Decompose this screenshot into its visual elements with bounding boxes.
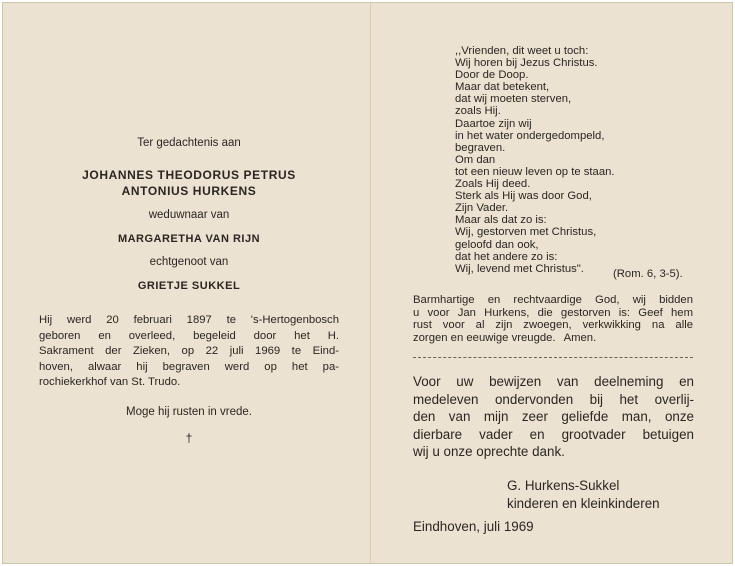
rest-in-peace-line: Moge hij rusten in vrede.: [126, 406, 252, 418]
dashed-divider: [413, 357, 693, 358]
poem-line: Sterk als Hij was door God,: [455, 190, 592, 203]
memorial-heading: Ter gedachtenis aan: [137, 137, 241, 149]
memorial-card: [2, 2, 733, 564]
poem-line: in het water ondergedompeld,: [455, 129, 605, 142]
poem-line: tot een nieuw leven op te staan.: [455, 165, 615, 178]
bio-line: geboren en overleed, begeleid door het H.: [39, 329, 339, 342]
poem-line: Wij horen bij Jezus Christus.: [455, 57, 598, 70]
prayer-line: [413, 332, 693, 345]
thanks-line: Voor uw bewijzen van deelneming en: [413, 374, 694, 389]
biography-paragraph: [39, 313, 339, 391]
bio-line: hoven, alwaar hij begraven werd op het pa-: [39, 360, 339, 373]
poem: [455, 45, 615, 275]
thanks-paragraph: [413, 373, 694, 461]
prayer-line: Barmhartige en rechtvaardige God, wij bidden: [413, 294, 693, 306]
prayer-last-text: zorgen en eeuwige vreugde.: [413, 331, 556, 344]
first-wife-name: MARGARETHA VAN RIJN: [117, 233, 261, 245]
poem-line: Zijn Vader.: [455, 202, 509, 215]
widower-label: weduwnaar van: [148, 209, 230, 221]
poem-line: dat wij moeten sterven,: [455, 93, 572, 106]
signature-family: kinderen en kleinkinderen: [507, 495, 660, 511]
prayer-paragraph: [413, 294, 693, 344]
prayer-line: u voor Jan Hurkens, die gestorven is: Geef hem: [413, 306, 693, 319]
poem-line: Maar als dat zo is:: [455, 214, 547, 227]
signature-block: [507, 477, 660, 512]
cross-icon: †: [185, 431, 193, 445]
prayer-amen: Amen.: [563, 331, 597, 344]
bio-line: Sakrament der Zieken, op 22 juli 1969 te Eind-: [39, 345, 339, 357]
prayer-line: rust voor al zijn zwoegen, verkwikking na alle: [413, 319, 693, 331]
poem-line: zoals Hij.: [455, 105, 501, 118]
deceased-name-line2: ANTONIUS HURKENS: [121, 184, 257, 198]
poem-line: Wij, gestorven met Christus,: [455, 226, 597, 239]
poem-line: Daartoe zijn wij: [455, 117, 532, 130]
poem-line: ,,Vrienden, dit weet u toch:: [455, 45, 589, 57]
poem-line: dat het andere zo is:: [455, 250, 558, 263]
poem-line: Om dan: [455, 153, 496, 166]
poem-line: Zoals Hij deed.: [455, 178, 531, 191]
poem-reference: (Rom. 6, 3-5).: [613, 268, 683, 280]
thanks-line: wij u onze oprechte dank.: [413, 444, 565, 460]
spouse-label: echtgenoot van: [149, 256, 229, 268]
poem-line: Wij, levend met Christus".: [455, 262, 584, 275]
spouse-name: GRIETJE SUKKEL: [137, 280, 241, 292]
signature-name: G. Hurkens-Sukkel: [507, 478, 620, 493]
card-fold-line: [370, 3, 371, 563]
poem-line: begraven.: [455, 141, 506, 154]
bio-line: Hij werd 20 februari 1897 te 's-Hertogenbosch: [39, 314, 339, 326]
poem-line: geloofd dan ook,: [455, 238, 539, 251]
place-and-date: Eindhoven, juli 1969: [413, 519, 534, 534]
deceased-name-line1: JOHANNES THEODORUS PETRUS: [82, 168, 296, 182]
thanks-line: medeleven ondervonden bij het overlij-: [413, 391, 694, 407]
bio-line: rochiekerkhof van St. Trudo.: [39, 376, 181, 388]
thanks-line: den van mijn zeer geliefde man, onze: [413, 409, 694, 425]
thanks-line: dierbare vader en grootvader betuigen: [413, 426, 694, 442]
poem-line: Maar dat betekent,: [455, 81, 550, 94]
poem-line: Door de Doop.: [455, 69, 529, 82]
